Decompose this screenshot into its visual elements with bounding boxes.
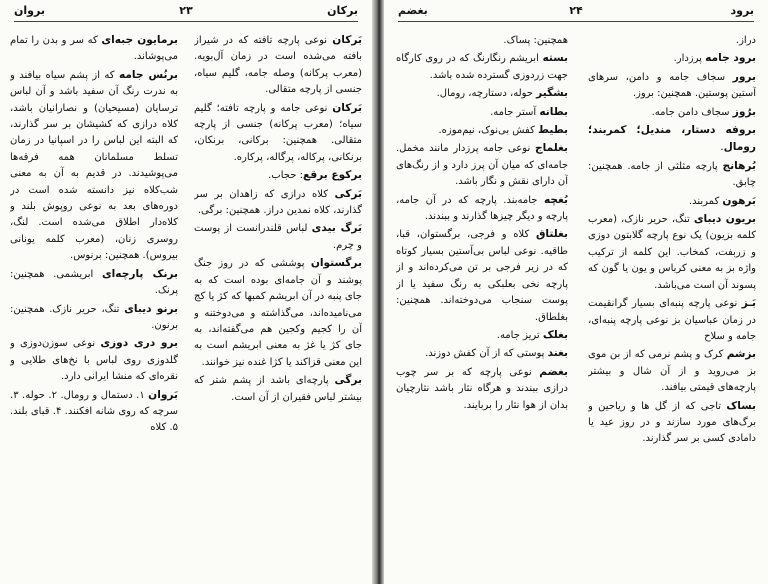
entry-definition: نوعی سوزن‌دوزی و گلدوزی روی لباس با نخ‌های طلایی و نقره‌ای که منشا ایرانی دارد.	[10, 338, 178, 383]
dictionary-entry	[588, 32, 756, 49]
entry-headword: بُرهانج	[722, 159, 756, 172]
dictionary-entry	[10, 387, 178, 437]
entry-headword: برکوع برقع	[302, 169, 362, 182]
header-rule	[14, 21, 358, 22]
dictionary-entry	[396, 85, 568, 102]
page-number: ۲۳	[179, 4, 193, 17]
entry-headword: بزشم	[726, 348, 756, 361]
entry-headword: برنک پارچه‌ای	[101, 267, 178, 280]
entry-headword: بغلک	[542, 328, 568, 341]
entry-headword: بَرگ بیدی	[311, 222, 362, 235]
entry-headword: بسته	[542, 52, 568, 65]
dictionary-entry	[588, 346, 756, 396]
entry-definition: همچنین: پساک.	[503, 35, 568, 46]
entry-definition: تریز جامه.	[496, 329, 543, 341]
entry-definition: سجاف جامه و دامن، سرهای آستین پوستین. همچنین: بروز.	[588, 71, 756, 100]
dictionary-entry	[396, 192, 568, 226]
entry-definition: تنگ، حریر نازک، (معرب کلمه بزیون) یک نوع پارچه گلابتون دوزی و زربفت، کمخاب. این کلمه از ترکیب واژه بز به معنی کرباس و یون یا گون که پسوند آن است می‌باشد.	[588, 214, 756, 291]
dictionary-entry	[194, 100, 362, 167]
entry-headword: بَـز	[741, 297, 756, 310]
entry-definition: کفش بی‌نوک، نیم‌موزه.	[438, 125, 539, 137]
page-header	[14, 4, 358, 20]
dictionary-entry	[396, 32, 568, 49]
entry-headword: بشگیر	[536, 87, 568, 100]
dictionary-entry	[588, 295, 756, 345]
entry-headword: بغضم	[539, 365, 568, 378]
entry-definition: کلاه درازی که زاهدان بر سر گذارند، کلاه نمدین دراز. همچنین: برگی.	[194, 188, 362, 217]
dictionary-entry	[194, 255, 362, 371]
dictionary-entry	[588, 158, 756, 192]
dictionary-entry	[10, 266, 178, 300]
entry-definition: جامه‌بند. پارچه که در آن جامه، پارچه و دیگر چیزها گذارند و ببندند.	[396, 194, 568, 223]
dictionary-entry	[194, 186, 362, 220]
entry-definition: کرک و پشم نرمی که از بن موی بز می‌روید و از آن شال و بیشتر پارچه‌های قیمتی بیافند.	[588, 349, 756, 394]
dictionary-entry	[588, 193, 756, 210]
header-left-word: بروان	[14, 4, 45, 17]
entry-definition: پارچه‌ای باشد از پشم شتر که بیشتر لباس فقیران از آن است.	[194, 375, 362, 403]
entry-definition: حوله، دستارچه، رومال.	[436, 88, 537, 100]
dictionary-entry	[10, 335, 178, 385]
dictionary-entry	[194, 32, 362, 99]
entry-definition: ابریشمی. همچنین: پرنک.	[10, 268, 178, 297]
entry-definition: کمربند.	[688, 195, 723, 207]
dictionary-entry	[396, 364, 568, 414]
dictionary-entry	[194, 372, 362, 406]
entry-definition: دراز.	[735, 35, 756, 46]
entry-definition: که سر و بدن را تمام می‌پوشاند.	[10, 35, 178, 63]
dictionary-entry	[588, 50, 756, 67]
entry-definition: پوششی که در روز جنگ پوشند و آن جامه‌ای بوده است که به جای پنبه در آن ابریشم کمبها که کژ یا کج می‌نامیده‌اند، می‌گذاشته و می‌دوختنه و آن را کجیم وکجین هم می‌گفته‌اند، به جای کژ یا غژ به معنی ابریشم است به این معنی قزاکند یا کژا غنده نیز خوانند.	[194, 258, 362, 368]
entry-definition: تنگ، حریر نازک. همچنین: برنون.	[10, 303, 178, 331]
entry-headword: بَروان	[148, 388, 178, 401]
dictionary-entry	[396, 104, 568, 121]
entry-headword: برُوز	[732, 105, 756, 118]
dictionary-entry	[10, 301, 178, 335]
entry-headword: برود جامه	[705, 52, 756, 65]
entry-definition: پارچه مثلثی از جامه. همچنین: چابق.	[588, 160, 756, 189]
dictionary-entry	[396, 122, 568, 139]
header-right-word: برکان	[327, 4, 358, 17]
dictionary-entry	[396, 140, 568, 190]
entry-definition: سجاف دامن جامه.	[651, 106, 733, 118]
entry-headword: بَرکی	[334, 187, 362, 200]
entry-headword: بغلماج	[535, 142, 568, 155]
dictionary-entry	[588, 211, 756, 294]
dictionary-entry	[194, 167, 362, 184]
entry-headword: برگی	[334, 374, 362, 387]
dictionary-entry	[588, 104, 756, 121]
dictionary-entry	[588, 398, 756, 448]
text-column-left	[396, 32, 568, 578]
dictionary-entry	[588, 122, 756, 157]
entry-headword: برگستوان	[310, 257, 362, 270]
entry-definition: نوعی پارچه که بر سر چوب درازی ببندند و هرگاه نثار باشد نثارچیان بدان از هوا نثار را بربایند.	[396, 366, 568, 411]
header-left-word: بغضم	[398, 4, 428, 17]
entry-headword: بریون دیبای	[693, 213, 756, 226]
entry-definition: پرزدار.	[673, 53, 706, 65]
entry-definition: ابریشم رنگارنگ که در روی کارگاه جهت زردوزی گسترده شده باشد.	[396, 53, 568, 81]
dictionary-entry	[588, 69, 756, 103]
dictionary-entry	[396, 50, 568, 84]
entry-definition: : حجاب.	[268, 170, 303, 182]
entry-definition: آستر جامه.	[490, 106, 540, 118]
header-right-word: برود	[730, 4, 754, 17]
entry-definition: تاجی که از گل ها و ریاحین و برگ‌های مورد سازند و در روز عید یا دامادی کسی بر سر گذارند.	[588, 400, 756, 445]
entry-headword: بَرکان	[332, 34, 362, 46]
entry-definition: .	[720, 142, 724, 154]
entry-headword: بَرکان	[332, 101, 362, 114]
entry-definition: نوعی پارچه پنبه‌ای بسیار گرانقیمت در زمان عباسیان بز نوعی پارچه پنبه‌ای، جامه و سلاح	[588, 298, 756, 342]
entry-definition: نوعی پارچه تافته که در شیراز بافته می‌شده است در زمان آل‌بویه. (معرب پرکانه) وصله جامه، گلیم سیاه، جنسی از پارچه متقالی.	[194, 35, 362, 96]
entry-definition: ۱. دستمال و رومال. ۲. حوله. ۳. سرچه که روی شانه افکنند. ۴. قبای بلند. ۵. کلاه	[10, 389, 178, 434]
header-rule	[398, 21, 754, 22]
entry-definition: کلاه و فرجی، برگستوان، قبا، طاقیه. نوعی لباس بی‌آستین بسیار کوتاه که در زیر فرجی بر تن می‌کرده‌اند و از پارچه نخی بعلبکی به رنگ سفید یا از پوست سنجاب می‌دوخته‌اند. همچنین: بغلطاق.	[396, 229, 568, 323]
entry-headword: بطیط	[538, 124, 568, 137]
text-column-left	[10, 32, 178, 578]
entry-headword: برنو دیبای	[124, 302, 178, 315]
right-page	[384, 0, 768, 584]
left-page	[0, 0, 372, 584]
page-number: ۲۴	[569, 4, 583, 17]
entry-headword: بغند	[547, 347, 568, 360]
entry-headword: بغلتاق	[535, 228, 568, 241]
entry-headword: برو دری دوزی	[100, 337, 178, 350]
dictionary-entry	[396, 327, 568, 344]
text-column-right	[194, 32, 362, 578]
entry-headword: برور	[732, 70, 756, 83]
entry-definition: لباس قلندرانست از پوست و چرم.	[194, 223, 362, 251]
entry-headword: برنُس جامه	[118, 68, 178, 81]
dictionary-entry	[10, 67, 178, 265]
text-column-right	[588, 32, 756, 578]
entry-definition: پوستی که از آن کفش دوزند.	[425, 348, 548, 360]
entry-definition: نوعی جامه پرزدار مانند مخمل. جامه‌ای که میان آن پرز دارد و از رنگ‌های آن دارای نقش و نگار باشد.	[396, 143, 568, 188]
entry-headword: بساک	[726, 399, 756, 412]
dictionary-entry	[396, 345, 568, 362]
book-gutter	[372, 0, 384, 584]
entry-headword: بطانه	[539, 105, 568, 118]
page-header	[398, 4, 754, 20]
dictionary-entry	[10, 32, 178, 66]
entry-headword: برمایون جبه‌ای	[101, 34, 178, 46]
dictionary-entry	[396, 226, 568, 325]
entry-headword: بُغچه	[543, 193, 568, 206]
dictionary-entry	[194, 220, 362, 254]
entry-headword: بَرهون	[722, 194, 756, 207]
entry-headword: بروفه دستار، مندیل؛ کمربند؛ رومال	[588, 124, 756, 154]
entry-definition: نوعی جامه و پارچه تافته؛ گلیم سیاه؛ (معرب پرکانه) جنسی از پارچه متقالی. همچنین: برکانی، برنکان، برنکانی، پرکاله، پرگاله، پرکاره.	[194, 102, 362, 163]
entry-definition: که از پشم سیاه بیافند و به ندرت رنگ آن سفید باشد و آن لباس ترسایان (مسیحیان) و نصارانیان باشد، کلاه درازی که کشیشان بر سر گذارند، که البته این لباس را در اسپانیا در زمان تسلط مسلمانان همه فرقه‌ها می‌پوشیدند. در قدیم به آن به معنی شب‌کلاه نیز دانسته شده است در دوره‌های بعد به نوعی روپوش بلند و کلاه‌دار اطلاق می‌شده است. لنگ، روسری زنان، (معرب کلمه یونانی بیروس). همچنین: برنوس.	[10, 69, 178, 262]
